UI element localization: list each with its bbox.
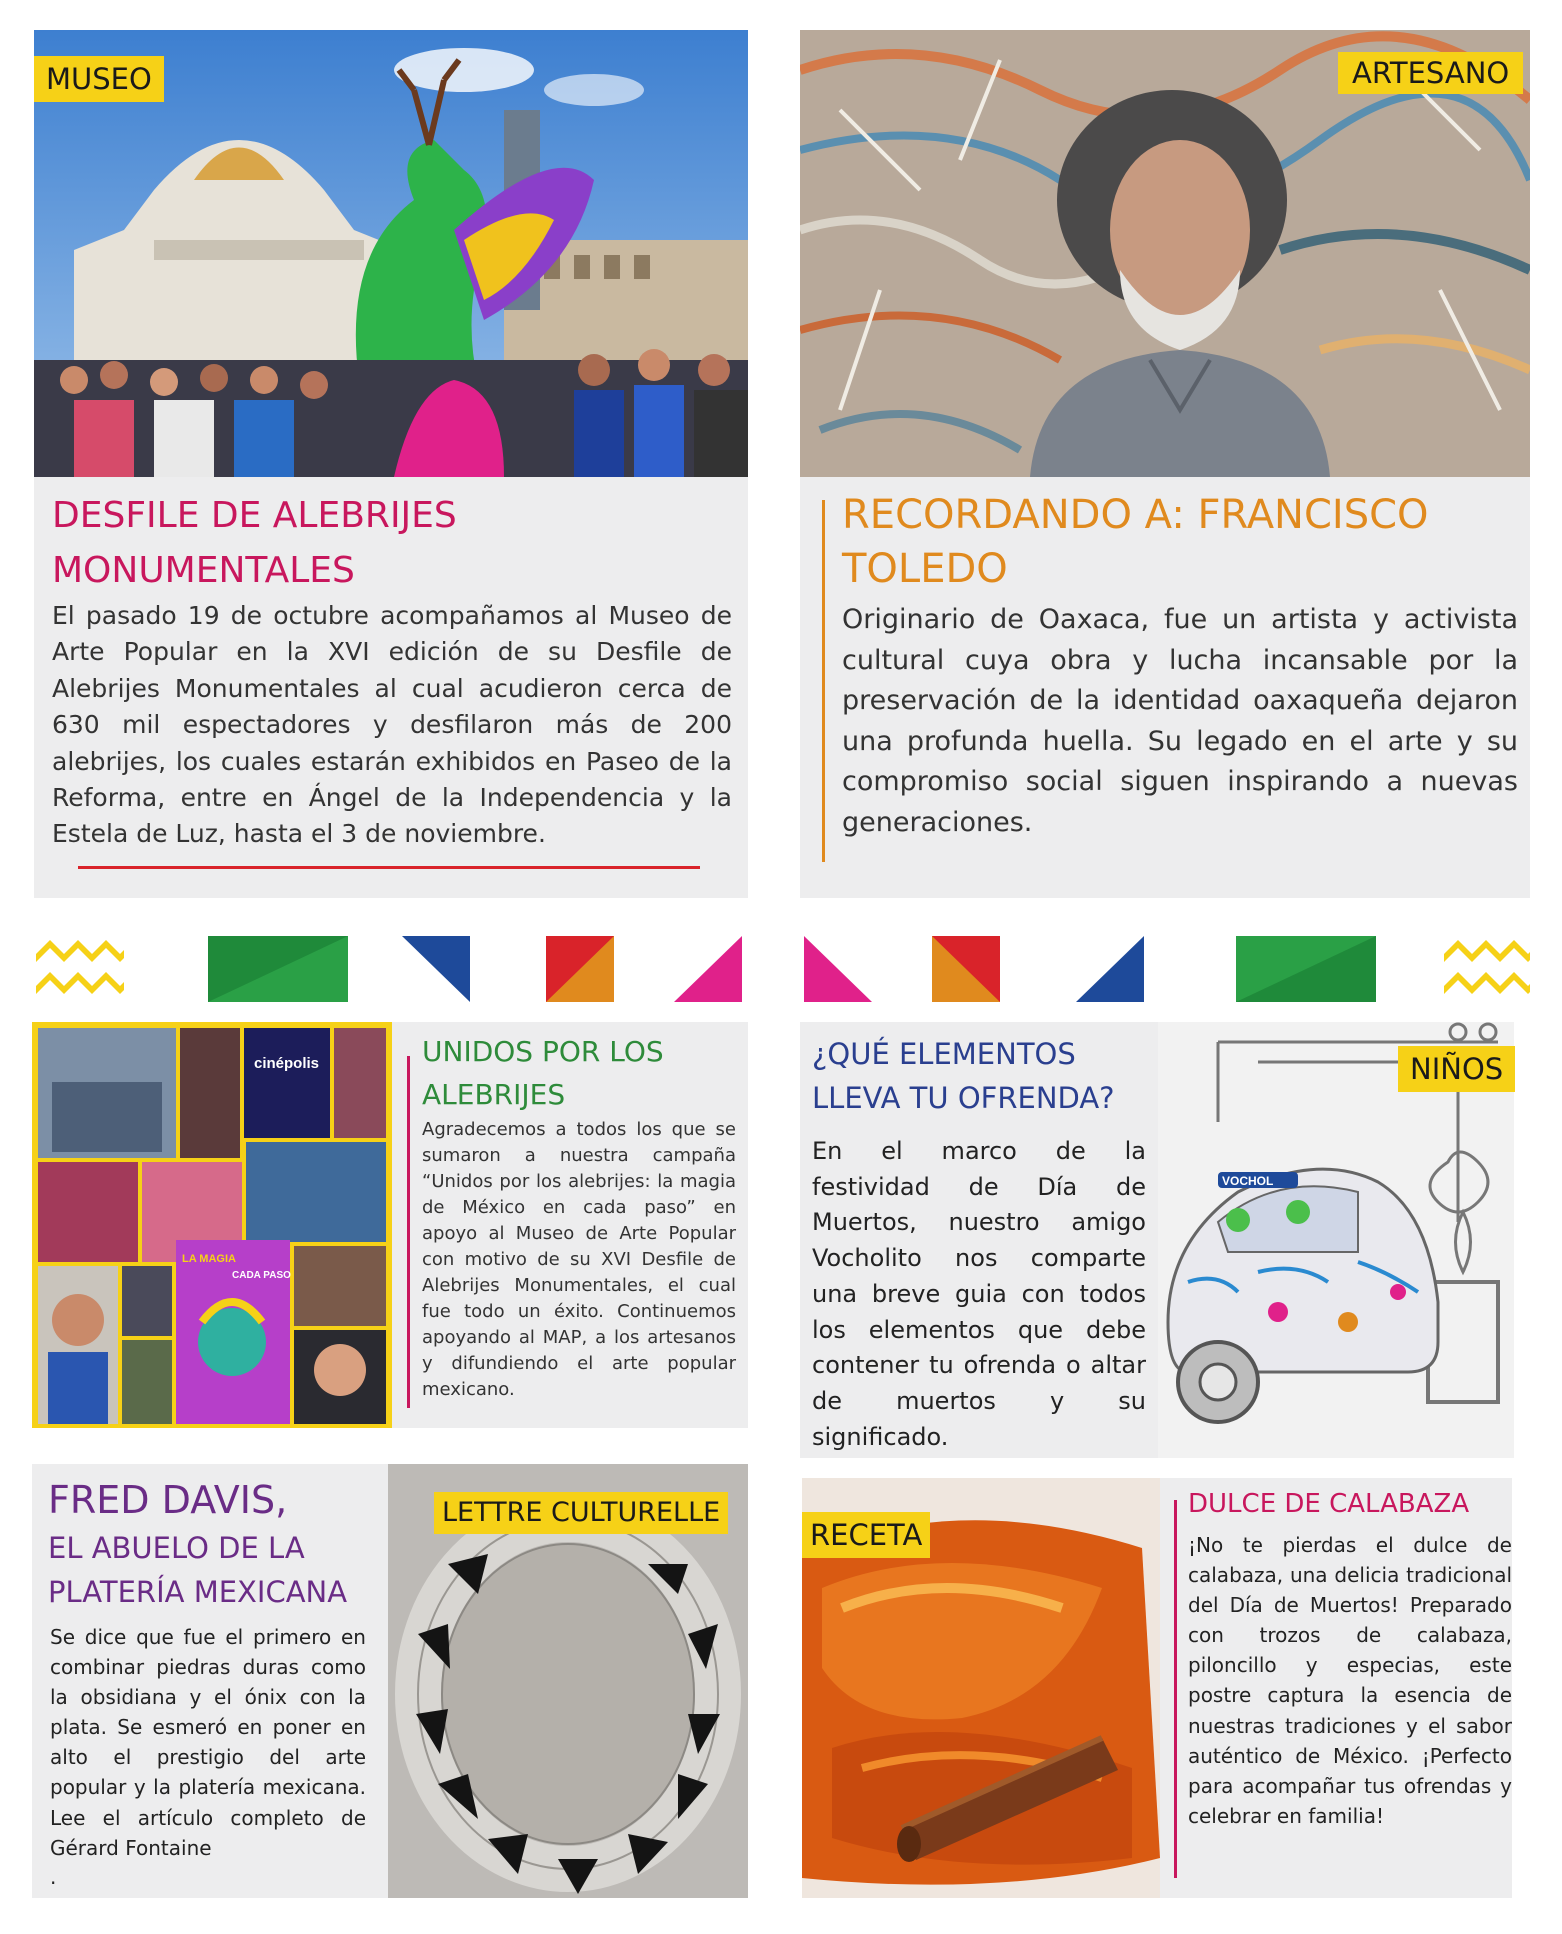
cinepolis-logo-text: cinépolis (254, 1055, 320, 1072)
ninos-title (812, 1032, 1162, 1120)
receta-body: ¡No te pierdas el dulce de calabaza, una delicia tradicional del Día de Muertos! Preparado con trozos de calabaza, piloncillo y especias, este postre captura la esencia de nuestras tradiciones y el sabor auténtico de México. ¡Perfecto para acompañar tus ofrendas y celebrar en familia! (1188, 1533, 1512, 1828)
artesano-title-line2: TOLEDO (842, 546, 1008, 592)
ninos-body: En el marco de la festividad de Día de Muertos, nuestro amigo Vocholito nos comparte una breve guia con todos los elementos que debe contener tu ofrenda o altar de muertos y su significado. (812, 1137, 1146, 1451)
pink-triangle-1 (674, 936, 742, 1002)
museo-title-line2: MONUMENTALES (52, 550, 355, 591)
artesano-accent-bar (822, 500, 825, 862)
fred-title-line3: PLATERÍA MEXICANA (48, 1575, 348, 1609)
artesano-body: Originario de Oaxaca, fue un artista y activista cultural cuya obra y lucha incansable por la preservación de la identidad oaxaqueña dejaron una profunda huella. Su legado en el arte y su compromiso social siguen inspirando a nuevas generaciones. (842, 604, 1518, 838)
museo-body: El pasado 19 de octubre acompañamos al Museo de Arte Popular en la XVI edición de su Desfile de Alebrijes Monumentales al cual acudieron cerca de 630 mil espectadores y desfilaron más de 200 alebrijes, los cuales estarán exhibidos en Paseo de la Reforma, entre en Ángel de la Independencia y la Estela de Luz, hasta el 3 de noviembre. (52, 601, 732, 849)
zigzag-left-bottom (36, 972, 124, 994)
artesano-title (842, 488, 1522, 596)
unidos-title (422, 1030, 742, 1116)
fred-tag: LETTRE CULTURELLE (434, 1492, 728, 1534)
francisco-toledo-photo (800, 30, 1530, 477)
navy-triangle-1 (402, 936, 470, 1002)
zigzag-right-top (1444, 940, 1530, 962)
paso-text: CADA PASO (232, 1270, 291, 1281)
museo-title-line1: DESFILE DE ALEBRIJES (52, 495, 457, 536)
fred-title-line1: FRED DAVIS, (48, 1478, 288, 1522)
fred-trailing: . (50, 1865, 57, 1889)
magia-text: LA MAGIA (182, 1253, 236, 1265)
ninos-title-line1: ¿QUÉ ELEMENTOS (812, 1037, 1076, 1071)
unidos-body: Agradecemos a todos los que se sumaron a nuestra campaña “Unidos por los alebrijes: la magia de México en cada paso” en apoyo al Museo de Arte Popular con motivo de su XVI Desfile de Alebrijes Monumentales, el cual fue todo un éxito. Continuemos apoyando al MAP, a los artesanos y difundiendo el arte popular mexicano. (422, 1119, 736, 1400)
unidos-accent-bar (407, 1056, 410, 1408)
receta-accent-bar (1174, 1500, 1177, 1878)
museo-tag: MUSEO (34, 56, 164, 102)
museo-title (52, 488, 732, 598)
receta-tag: RECETA (802, 1512, 930, 1558)
vochol-label: VOCHOL (1222, 1174, 1274, 1188)
fred-title (48, 1474, 388, 1614)
fred-body: Se dice que fue el primero en combinar piedras duras como la obsidiana y el ónix con la plata. Se esmeró en poner en alto el prestigio del arte popular y la platería mexicana. Lee el artículo completo de Gérard Fontaine (50, 1625, 366, 1860)
artesano-tag: ARTESANO (1338, 52, 1523, 94)
receta-title: DULCE DE CALABAZA (1188, 1489, 1470, 1519)
unidos-title-line2: ALEBRIJES (422, 1078, 566, 1111)
zigzag-right-bottom (1444, 972, 1530, 994)
campaign-collage (32, 1022, 392, 1428)
pink-triangle-2 (804, 936, 872, 1002)
museo-divider (78, 866, 700, 869)
zigzag-left-top (36, 940, 124, 962)
ninos-tag: NIÑOS (1398, 1046, 1515, 1092)
papel-picado-band (0, 930, 1562, 1010)
unidos-title-line1: UNIDOS POR LOS (422, 1035, 664, 1068)
artesano-title-line1: RECORDANDO A: FRANCISCO (842, 492, 1429, 538)
ninos-title-line2: LLEVA TU OFRENDA? (812, 1081, 1115, 1115)
fred-title-line2: EL ABUELO DE LA (48, 1531, 305, 1565)
